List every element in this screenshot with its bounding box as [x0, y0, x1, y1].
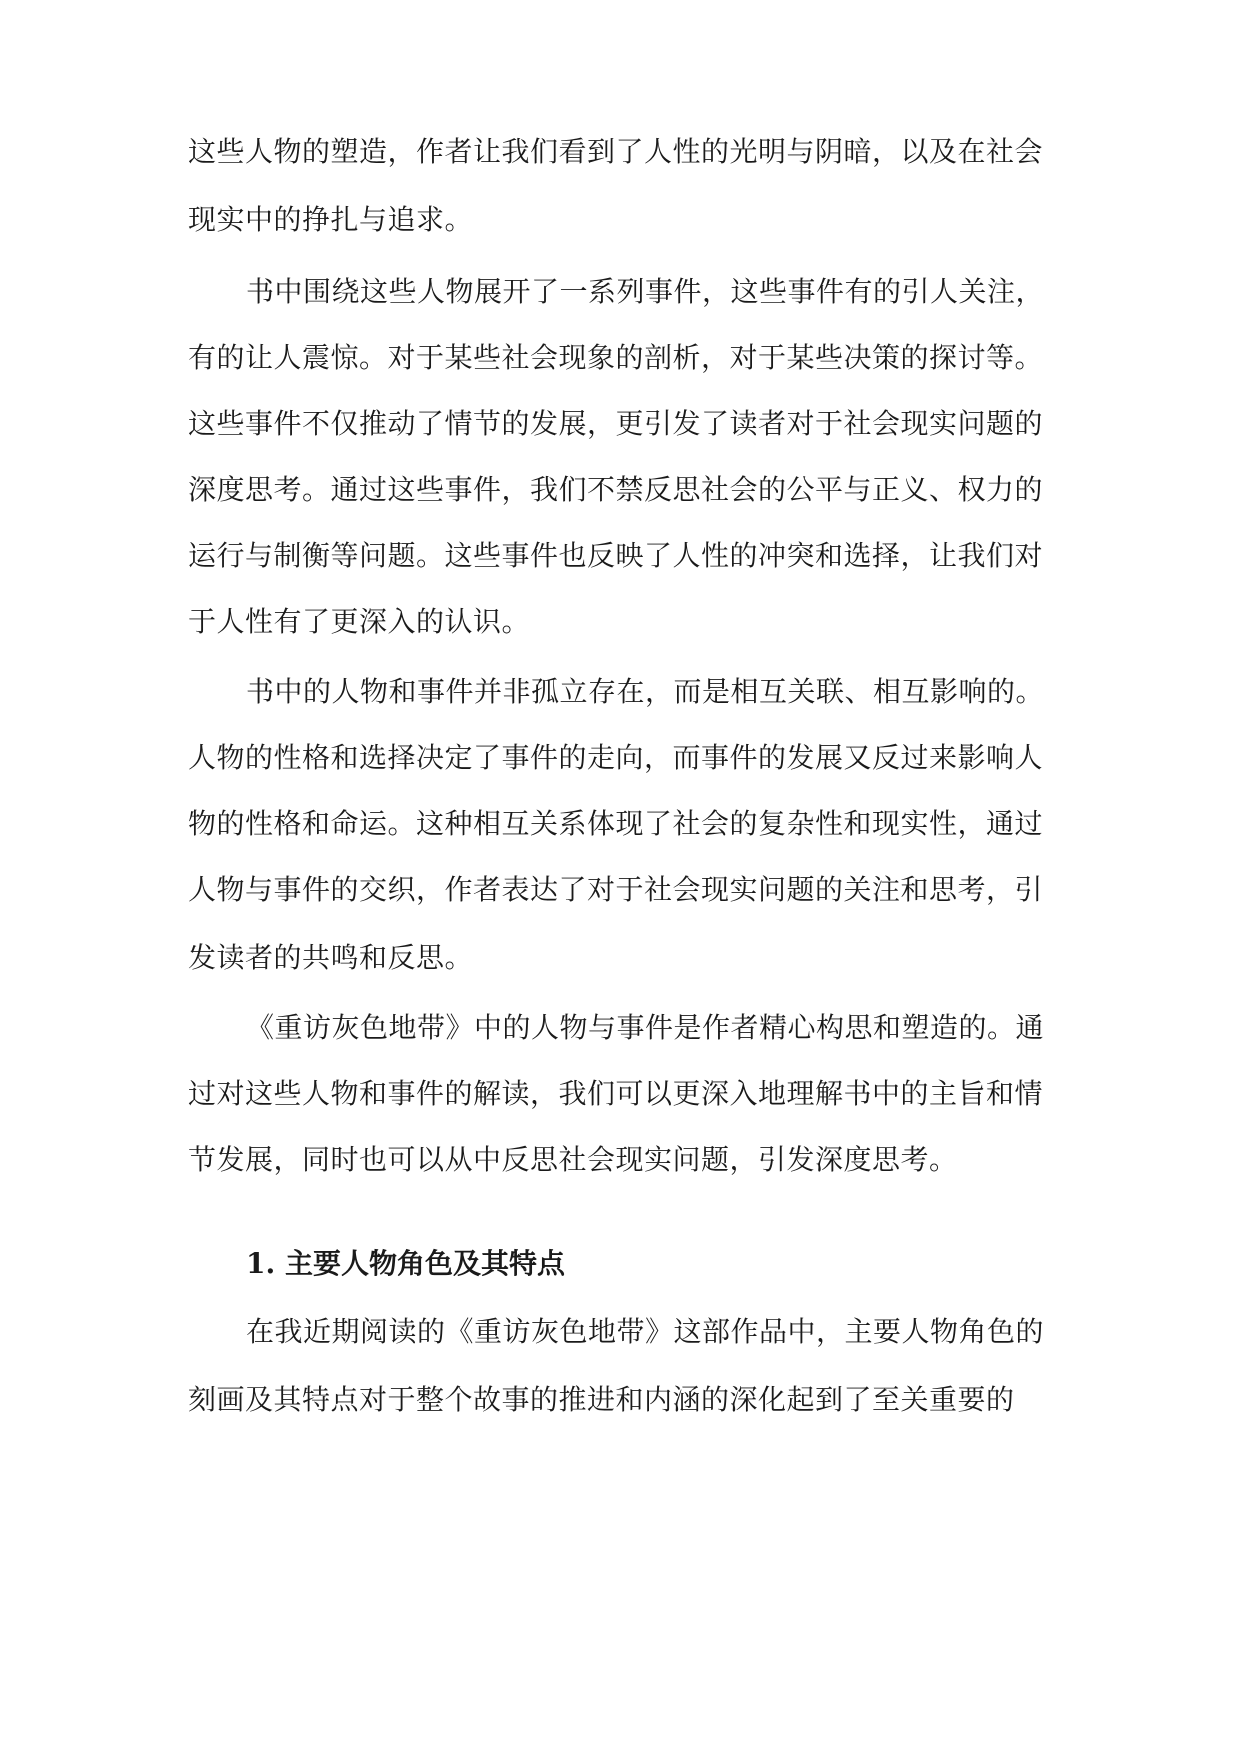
- paragraph-line: 物的性格和命运。这种相互关系体现了社会的复杂性和现实性，通过: [188, 807, 1044, 840]
- paragraph-line: 于人性有了更深入的认识。: [188, 605, 531, 638]
- section-heading: 1. 主要人物角色及其特点: [246, 1247, 565, 1280]
- paragraph-line: 发读者的共鸣和反思。: [188, 941, 474, 974]
- paragraph-line: 刻画及其特点对于整个故事的推进和内涵的深化起到了至关重要的: [188, 1383, 1015, 1416]
- paragraph-line: 运行与制衡等问题。这些事件也反映了人性的冲突和选择，让我们对: [188, 539, 1044, 572]
- paragraph-line: 人物与事件的交织，作者表达了对于社会现实问题的关注和思考，引: [188, 873, 1044, 906]
- paragraph-line: 现实中的挣扎与追求。: [188, 203, 474, 236]
- paragraph-line: 有的让人震惊。对于某些社会现象的剖析，对于某些决策的探讨等。: [188, 341, 1044, 374]
- paragraph-line: 深度思考。通过这些事件，我们不禁反思社会的公平与正义、权力的: [188, 473, 1044, 506]
- paragraph-line: 过对这些人物和事件的解读，我们可以更深入地理解书中的主旨和情: [188, 1077, 1044, 1110]
- paragraph-line: 这些事件不仅推动了情节的发展，更引发了读者对于社会现实问题的: [188, 407, 1044, 440]
- paragraph-line: 书中的人物和事件并非孤立存在，而是相互关联、相互影响的。: [246, 675, 1045, 708]
- paragraph-line: 《重访灰色地带》中的人物与事件是作者精心构思和塑造的。通: [246, 1011, 1045, 1044]
- paragraph-line: 节发展，同时也可以从中反思社会现实问题，引发深度思考。: [188, 1143, 958, 1176]
- paragraph-line: 在我近期阅读的《重访灰色地带》这部作品中，主要人物角色的: [246, 1315, 1045, 1348]
- paragraph-line: 人物的性格和选择决定了事件的走向，而事件的发展又反过来影响人: [188, 741, 1044, 774]
- paragraph-line: 这些人物的塑造，作者让我们看到了人性的光明与阴暗，以及在社会: [188, 135, 1044, 168]
- paragraph-line: 书中围绕这些人物展开了一系列事件，这些事件有的引人关注，: [246, 275, 1045, 308]
